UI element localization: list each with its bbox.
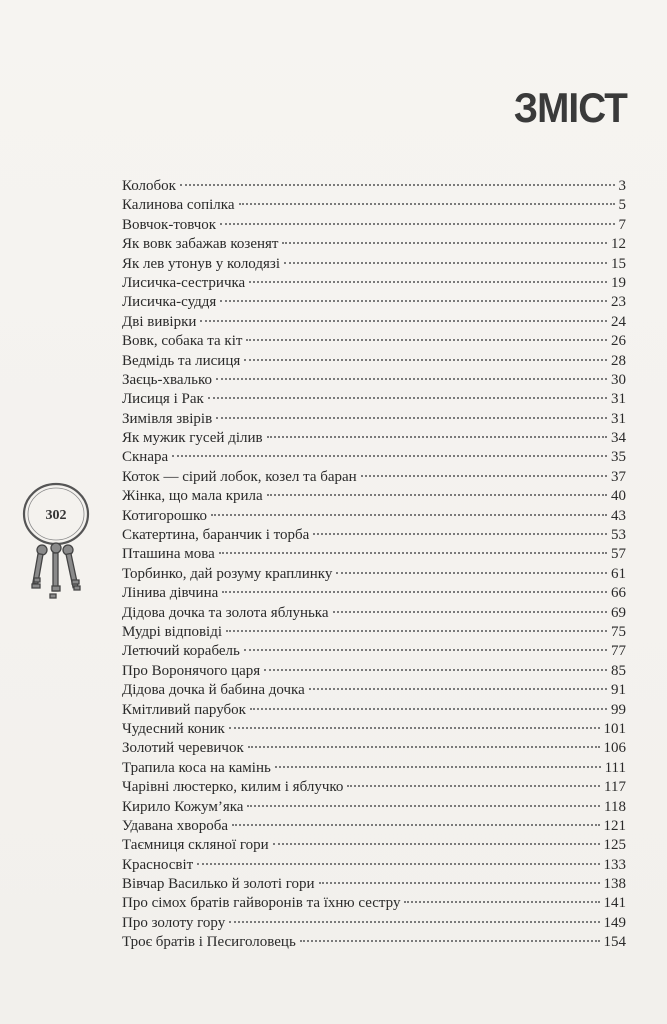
toc-entry[interactable] — [122, 604, 626, 623]
toc-page-number: 34 — [611, 430, 626, 447]
toc-entry[interactable] — [122, 720, 626, 739]
toc-entry[interactable] — [122, 468, 626, 487]
toc-entry-title: Скатертина, баранчик і торба — [122, 527, 310, 544]
toc-entry[interactable] — [122, 817, 626, 836]
toc-leader-dots — [273, 843, 600, 845]
toc-page-number: 106 — [603, 740, 626, 757]
toc-leader-dots — [220, 300, 607, 302]
toc-entry-title: Вовк, собака та кіт — [122, 333, 243, 350]
toc-entry-title: Вовчок-товчок — [122, 216, 217, 233]
toc-entry-title: Чарівні люстерко, килим і яблучко — [122, 779, 344, 796]
toc-entry[interactable] — [122, 836, 626, 855]
toc-entry[interactable] — [122, 565, 626, 584]
toc-entry-title: Лисичка-сестричка — [122, 274, 246, 291]
toc-leader-dots — [284, 262, 607, 264]
toc-entry-title: Мудрі відповіді — [122, 623, 223, 640]
toc-leader-dots — [216, 417, 607, 419]
toc-entry[interactable] — [122, 410, 626, 429]
toc-entry-title: Про сімох братів гайворонів та їхню сестру — [122, 895, 401, 912]
toc-entry[interactable] — [122, 274, 626, 293]
toc-page-number: 149 — [603, 914, 626, 931]
toc-entry-title: Торбинко, дай розуму краплинку — [122, 565, 333, 582]
toc-leader-dots — [208, 397, 607, 399]
toc-entry[interactable] — [122, 196, 626, 215]
toc-entry-title: Удавана хвороба — [122, 817, 229, 834]
toc-entry[interactable] — [122, 293, 626, 312]
toc-page-number: 75 — [611, 623, 626, 640]
toc-leader-dots — [347, 785, 600, 787]
toc-entry[interactable] — [122, 390, 626, 409]
toc-entry-title: Вівчар Василько й золоті гори — [122, 876, 315, 893]
toc-entry-title: Золотий черевичок — [122, 740, 244, 757]
toc-page-number: 154 — [603, 934, 626, 951]
toc-leader-dots — [267, 436, 607, 438]
toc-page-number: 66 — [611, 585, 626, 602]
toc-page-number: 101 — [603, 720, 626, 737]
toc-page-number: 35 — [611, 449, 626, 466]
toc-leader-dots — [219, 552, 607, 554]
toc-page-number: 53 — [611, 527, 626, 544]
toc-leader-dots — [275, 766, 601, 768]
toc-page-number: 12 — [611, 236, 626, 253]
keyring-number: 302 — [45, 508, 67, 523]
toc-entry-title: Як мужик гусей ділив — [122, 430, 263, 447]
toc-leader-dots — [226, 630, 607, 632]
toc-entry-title: Коток — сірий лобок, козел та баран — [122, 468, 357, 485]
toc-page-number: 30 — [611, 371, 626, 388]
toc-leader-dots — [282, 242, 607, 244]
toc-entry[interactable] — [122, 894, 626, 913]
keys-icon — [32, 543, 80, 598]
toc-entry-title: Ведмідь та лисиця — [122, 352, 241, 369]
toc-page-number: 26 — [611, 333, 626, 350]
toc-entry[interactable] — [122, 371, 626, 390]
toc-entry-title: Зимівля звірів — [122, 410, 213, 427]
toc-entry[interactable] — [122, 255, 626, 274]
toc-entry-title: Дві вивірки — [122, 313, 197, 330]
toc-page-number: 111 — [604, 759, 626, 776]
toc-entry-title: Жінка, що мала крила — [122, 488, 263, 505]
toc-page-number: 138 — [603, 876, 626, 893]
toc-page-number: 7 — [618, 216, 626, 233]
toc-page-number: 69 — [611, 604, 626, 621]
toc-leader-dots — [200, 320, 607, 322]
toc-entry-title: Про золоту гору — [122, 914, 226, 931]
toc-page-number: 77 — [611, 643, 626, 660]
toc-entry-title: Лисиця і Рак — [122, 391, 204, 408]
toc-leader-dots — [216, 378, 607, 380]
toc-page-number: 121 — [603, 817, 626, 834]
toc-page-number: 57 — [611, 546, 626, 563]
toc-entry-title: Лінива дівчина — [122, 585, 219, 602]
toc-entry-title: Лисичка-суддя — [122, 294, 217, 311]
toc-entry-title: Дідова дочка та золота яблунька — [122, 604, 329, 621]
toc-page-number: 40 — [611, 488, 626, 505]
toc-page-number: 99 — [611, 701, 626, 718]
toc-entry-title: Колобок — [122, 178, 176, 194]
toc-leader-dots — [220, 223, 614, 225]
toc-entry-title: Кирило Кожум’яка — [122, 798, 244, 815]
toc-page-number: 31 — [611, 410, 626, 427]
toc-entry[interactable] — [122, 778, 626, 797]
toc-entry-title: Трапила коса на камінь — [122, 759, 271, 776]
toc-leader-dots — [232, 824, 599, 826]
toc-entry-title: Троє братів і Песиголовець — [122, 934, 296, 951]
toc-entry[interactable] — [122, 526, 626, 545]
toc-entry[interactable] — [122, 623, 626, 642]
toc-entry[interactable] — [122, 216, 626, 235]
toc-page-number: 19 — [611, 274, 626, 291]
toc-entry[interactable] — [122, 856, 626, 875]
toc-entry[interactable] — [122, 681, 626, 700]
toc-page-number: 24 — [611, 313, 626, 330]
toc-page-number: 141 — [603, 895, 626, 912]
page-title: ЗМІСТ — [513, 84, 627, 131]
toc-leader-dots — [250, 708, 607, 710]
toc-leader-dots — [319, 882, 600, 884]
toc-entry[interactable] — [122, 642, 626, 661]
toc-leader-dots — [333, 611, 607, 613]
toc-leader-dots — [229, 921, 599, 923]
toc-leader-dots — [300, 940, 600, 942]
toc-entry-title: Як лев утонув у колодязі — [122, 255, 280, 272]
toc-entry[interactable] — [122, 701, 626, 720]
toc-page-number: 61 — [611, 565, 626, 582]
toc-entry[interactable] — [122, 739, 626, 758]
key-ring-icon — [24, 484, 88, 544]
toc-entry[interactable] — [122, 933, 626, 952]
toc-entry-title: Кмітливий парубок — [122, 701, 246, 718]
toc-entry[interactable] — [122, 313, 626, 332]
toc-entry[interactable] — [122, 235, 626, 254]
toc-leader-dots — [211, 514, 607, 516]
toc-entry[interactable] — [122, 662, 626, 681]
toc-leader-dots — [244, 359, 607, 361]
toc-page-number: 28 — [611, 352, 626, 369]
toc-page-number: 133 — [603, 856, 626, 873]
keyring-illustration — [12, 478, 102, 618]
toc-leader-dots — [249, 281, 607, 283]
toc-page-number: 5 — [618, 197, 626, 214]
toc-leader-dots — [244, 649, 607, 651]
toc-entry-title: Красносвіт — [122, 856, 194, 873]
toc-entry[interactable] — [122, 507, 626, 526]
toc-leader-dots — [361, 475, 607, 477]
toc-entry[interactable] — [122, 545, 626, 564]
toc-leader-dots — [172, 455, 607, 457]
toc-leader-dots — [197, 863, 599, 865]
toc-page-number: 85 — [611, 662, 626, 679]
toc-entry-title: Чудесний коник — [122, 720, 225, 737]
toc-entry-title: Таємниця скляної гори — [122, 837, 269, 854]
toc-page-number: 118 — [604, 798, 626, 815]
toc-entry-title: Заєць-хвалько — [122, 371, 212, 388]
toc-leader-dots — [180, 184, 615, 186]
toc-leader-dots — [246, 339, 607, 341]
toc-entry[interactable] — [122, 875, 626, 894]
toc-entry[interactable] — [122, 448, 626, 467]
toc-page-number: 91 — [611, 682, 626, 699]
toc-entry[interactable] — [122, 332, 626, 351]
toc-page-number: 15 — [611, 255, 626, 272]
toc-page-number: 125 — [603, 837, 626, 854]
toc-entry[interactable] — [122, 584, 626, 603]
toc-page-number: 31 — [611, 391, 626, 408]
toc-entry[interactable] — [122, 487, 626, 506]
toc-leader-dots — [222, 591, 607, 593]
toc-entry-title: Про Воронячого царя — [122, 662, 261, 679]
toc-entry-title: Дідова дочка й бабина дочка — [122, 682, 305, 699]
toc-entry-title: Як вовк забажав козенят — [122, 236, 279, 253]
toc-leader-dots — [229, 727, 600, 729]
toc-entry-title: Котигорошко — [122, 507, 207, 524]
toc-entry-title: Скнара — [122, 449, 169, 466]
toc-page-number: 3 — [618, 178, 626, 194]
toc-entry[interactable] — [122, 798, 626, 817]
toc-leader-dots — [309, 688, 607, 690]
toc-entry-title: Пташина мова — [122, 546, 215, 563]
toc-leader-dots — [248, 746, 600, 748]
toc-page-number: 117 — [604, 779, 626, 796]
toc-entry-title: Калинова сопілка — [122, 197, 235, 214]
toc-entry-title: Летючий корабель — [122, 643, 240, 660]
table-of-contents — [122, 177, 626, 953]
toc-entry[interactable] — [122, 914, 626, 933]
toc-page-number: 37 — [611, 468, 626, 485]
toc-entry[interactable] — [122, 759, 626, 778]
toc-entry[interactable] — [122, 177, 626, 196]
toc-leader-dots — [247, 805, 600, 807]
toc-page-number: 23 — [611, 294, 626, 311]
toc-entry[interactable] — [122, 429, 626, 448]
toc-page-number: 43 — [611, 507, 626, 524]
toc-leader-dots — [336, 572, 607, 574]
toc-leader-dots — [239, 203, 615, 205]
toc-leader-dots — [313, 533, 607, 535]
toc-leader-dots — [404, 901, 599, 903]
toc-leader-dots — [267, 494, 607, 496]
toc-entry[interactable] — [122, 352, 626, 371]
toc-leader-dots — [264, 669, 607, 671]
